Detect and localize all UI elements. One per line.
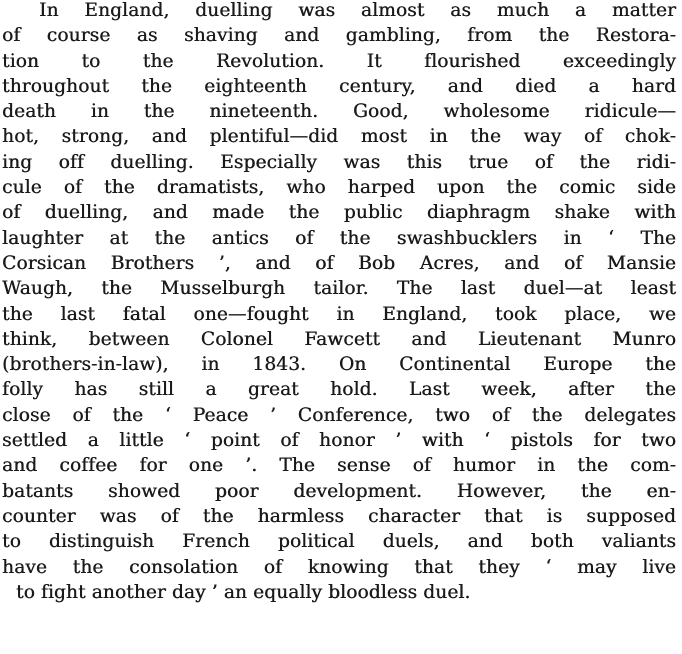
article-line: In England, duelling was almost as much a matter: [39, 0, 676, 21]
article-line: folly has still a great hold. Last week, after the: [2, 379, 676, 401]
article-line: think, between Colonel Fawcett and Lieutenant Munro: [2, 328, 676, 350]
article-line: close of the ‘ Peace ’ Conference, two of the delegates: [2, 404, 676, 426]
article-line: the last fatal one—fought in England, took place, we: [2, 303, 676, 325]
article-line: and coffee for one ’. The sense of humor in the com-: [2, 455, 676, 477]
article-line: death in the nineteenth. Good, wholesome ridicule—: [2, 101, 676, 123]
article-line: have the consolation of knowing that they ‘ may live: [2, 556, 676, 578]
article-line: of duelling, and made the public diaphragm shake with: [2, 202, 676, 224]
article-line: tion to the Revolution. It flourished exceedingly: [2, 50, 676, 72]
article-line: to fight another day ’ an equally bloodless duel.: [16, 581, 471, 603]
article-line: counter was of the harmless character that is supposed: [2, 505, 676, 527]
article-line: batants showed poor development. However, the en-: [2, 480, 676, 502]
article-line: throughout the eighteenth century, and died a hard: [2, 75, 676, 97]
article-line: ing off duelling. Especially was this true of the ridi-: [2, 151, 676, 173]
article-line: hot, strong, and plentiful—did most in the way of chok-: [2, 126, 676, 148]
article-line: to distinguish French political duels, and both valiants: [2, 531, 676, 553]
article-line: Waugh, the Musselburgh tailor. The last duel—at least: [2, 278, 676, 300]
article-line: settled a little ‘ point of honor ’ with ‘ pistols for two: [2, 430, 676, 452]
article-line: (brothers-in-law), in 1843. On Continental Europe the: [2, 354, 676, 376]
article-line: of course as shaving and gambling, from the Restora-: [2, 25, 676, 47]
article-line: cule of the dramatists, who harped upon the comic side: [2, 177, 676, 199]
article-line: laughter at the antics of the swashbucklers in ‘ The: [2, 227, 676, 249]
article-line: Corsican Brothers ’, and of Bob Acres, and of Mansie: [2, 252, 676, 274]
